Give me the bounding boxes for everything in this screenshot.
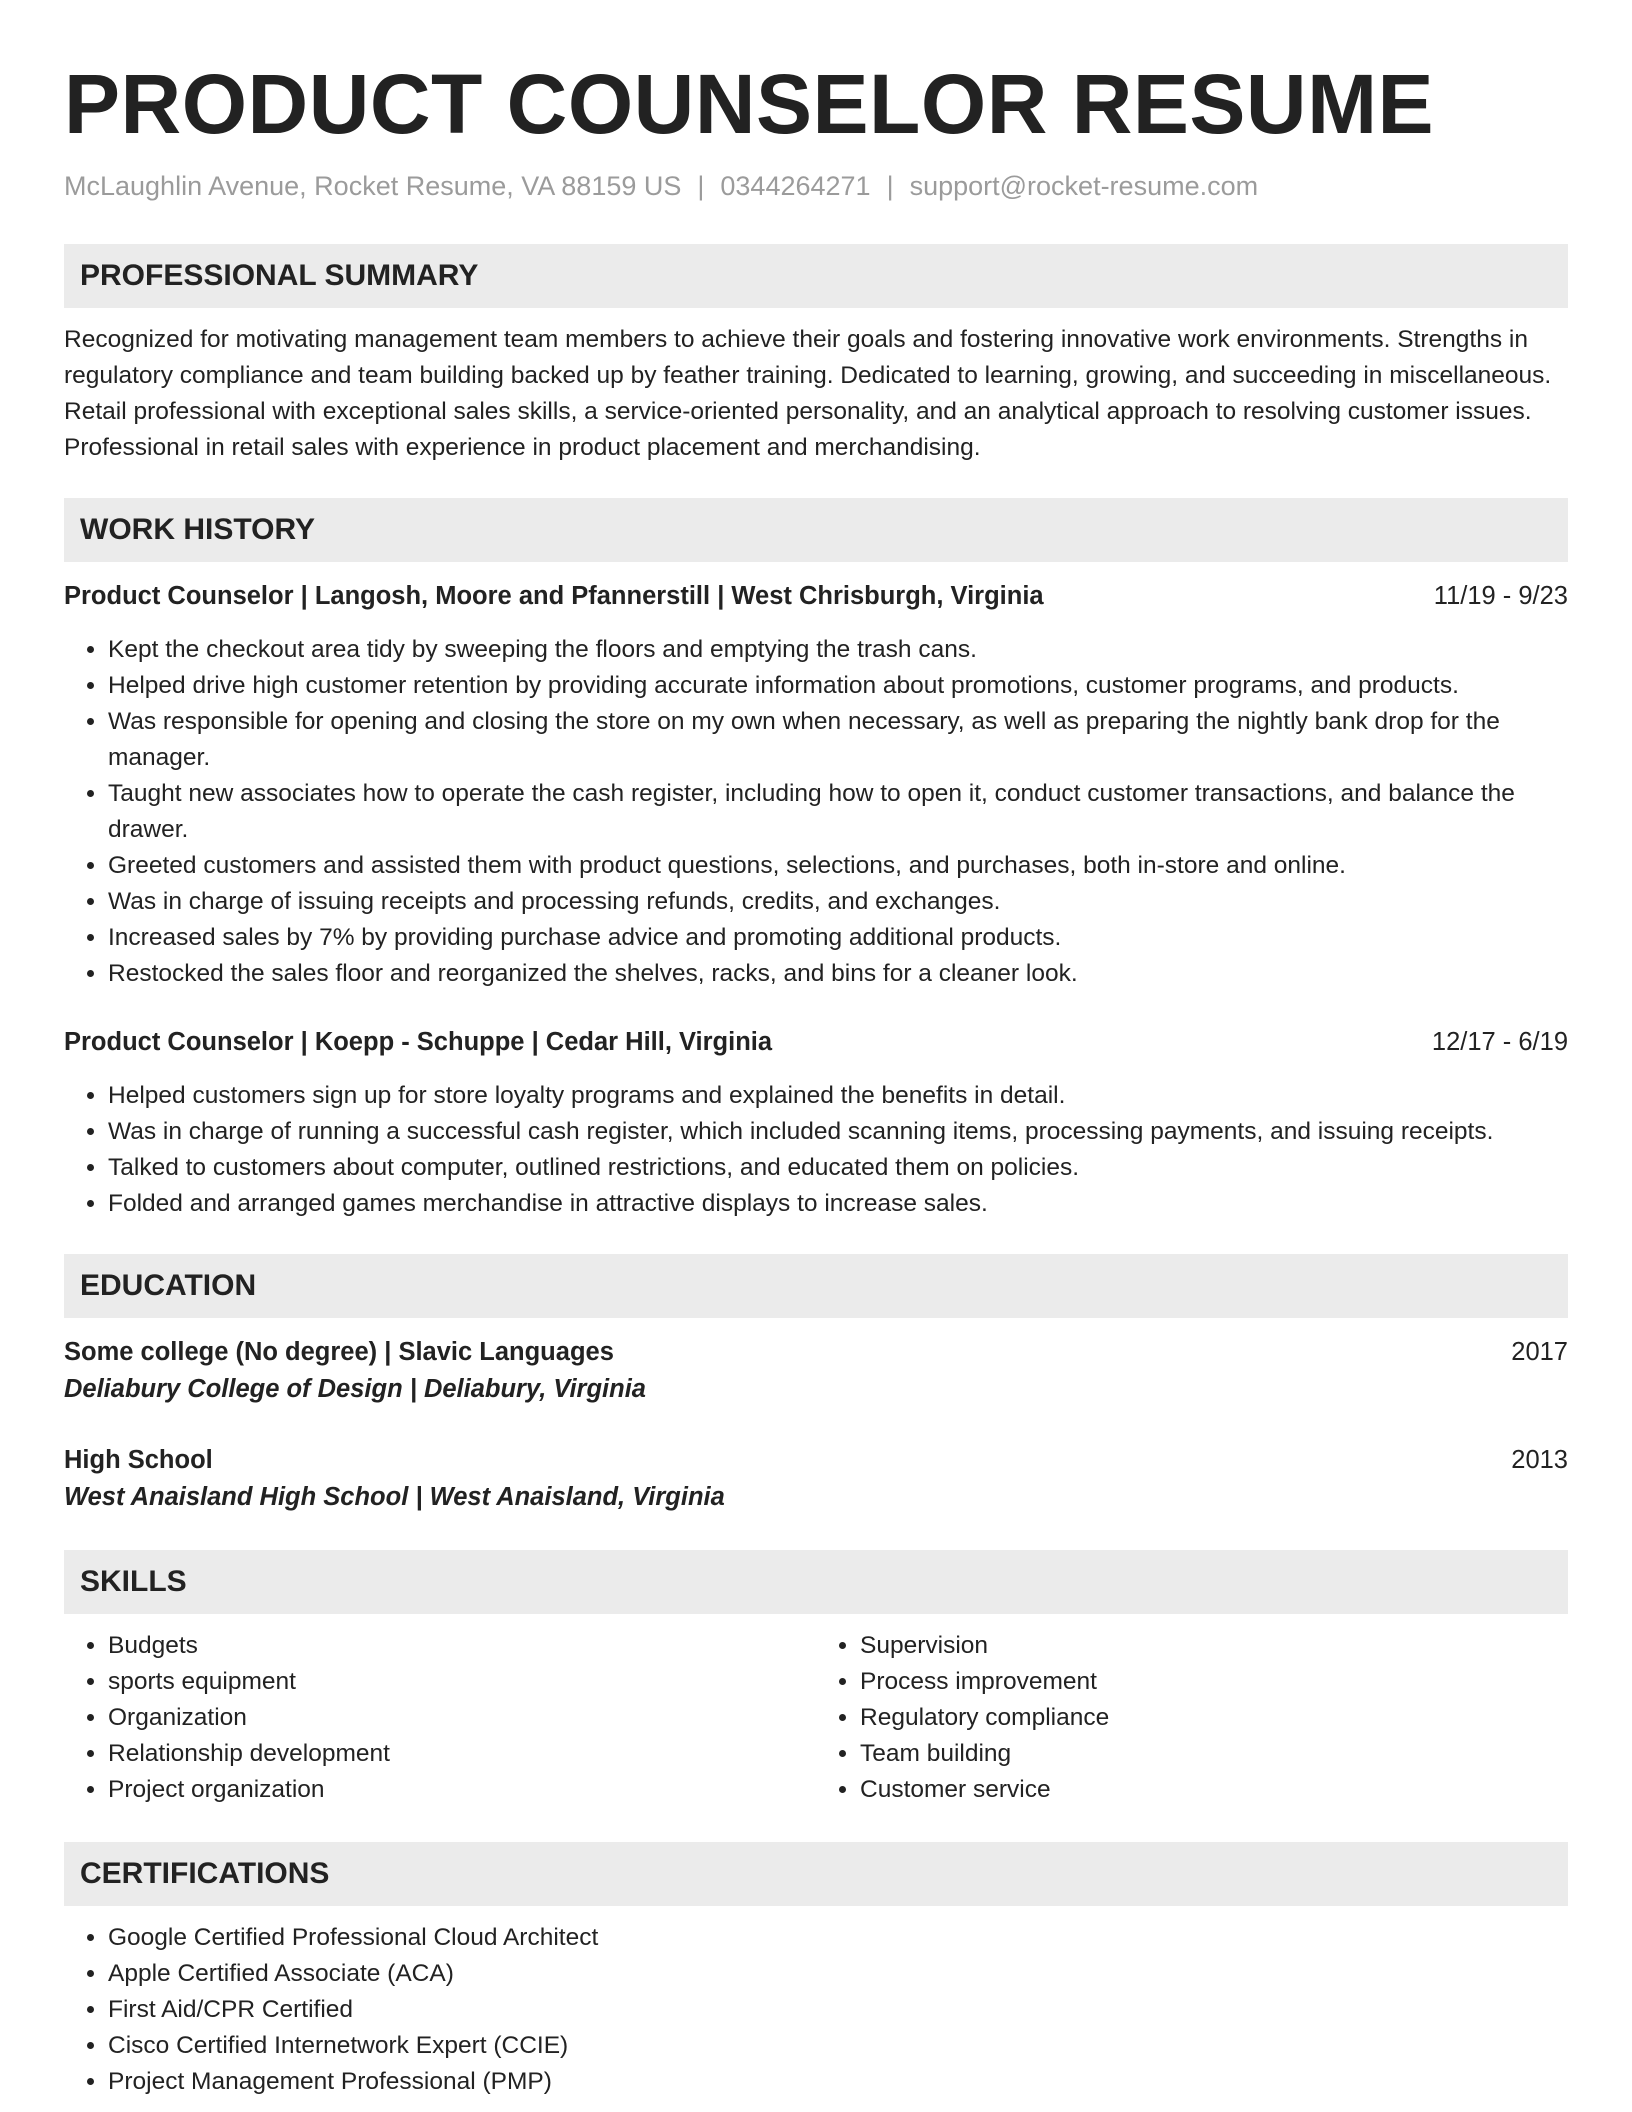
education-year: 2013	[1511, 1446, 1568, 1474]
contact-email: support@rocket-resume.com	[909, 171, 1259, 201]
summary-text: Recognized for motivating management team members to achieve their goals and fostering innovative work environments. Strengths in regulatory compliance and team building backed up by feather training. Dedicated to learning, growing, and succeeding in miscellaneous. Retail professional with exceptional sales skills, a service-oriented personality, and an analytical approach to resolving customer issues. Professional in retail sales with experience in product placement and merchandising.	[64, 326, 1552, 461]
skills-column-right	[816, 1628, 1568, 1808]
skill-item: • Customer service	[860, 1772, 1568, 1808]
list-item: • Was responsible for opening and closing the store on my own when necessary, as well as preparing the nightly bank drop for the manager.	[108, 704, 1568, 776]
list-item: • Increased sales by 7% by providing purchase advice and promoting additional products.	[108, 920, 1568, 956]
certification-item: • First Aid/CPR Certified	[108, 1992, 1568, 2028]
job-title: Product Counselor | Langosh, Moore and Pfannerstill | West Chrisburgh, Virginia	[64, 582, 1044, 610]
contact-separator: |	[697, 171, 705, 201]
certifications-list	[64, 1920, 1568, 2100]
skills-list	[64, 1628, 1568, 1808]
contact-separator: |	[886, 171, 894, 201]
list-item: • Was in charge of issuing receipts and processing refunds, credits, and exchanges.	[108, 884, 1568, 920]
certification-item: • Apple Certified Associate (ACA)	[108, 1956, 1568, 1992]
list-item: • Restocked the sales floor and reorganized the shelves, racks, and bins for a cleaner look.	[108, 956, 1568, 992]
list-item: • Helped customers sign up for store loyalty programs and explained the benefits in detail.	[108, 1078, 1568, 1114]
section-header-summary: PROFESSIONAL SUMMARY	[64, 244, 1568, 308]
certification-item: • Google Certified Professional Cloud Architect	[108, 1920, 1568, 1956]
education-degree: High School	[64, 1446, 213, 1474]
skill-item: • Budgets	[108, 1628, 816, 1664]
section-header-work-history: WORK HISTORY	[64, 498, 1568, 562]
resume-page	[64, 0, 1568, 2100]
contact-phone: 0344264271	[720, 171, 871, 201]
contact-line	[64, 168, 1568, 204]
education-header	[64, 1442, 1568, 1478]
job-title: Product Counselor | Koepp - Schuppe | Cedar Hill, Virginia	[64, 1028, 773, 1056]
contact-address: McLaughlin Avenue, Rocket Resume, VA 88159 US	[64, 171, 682, 201]
education-school: West Anaisland High School | West Anaisland, Virginia	[64, 1483, 725, 1511]
job-header	[64, 1024, 1568, 1060]
skill-item: • Team building	[860, 1736, 1568, 1772]
job-bullets	[64, 632, 1568, 992]
job-bullets	[64, 1078, 1568, 1222]
list-item: • Greeted customers and assisted them with product questions, selections, and purchases, both in-store and online.	[108, 848, 1568, 884]
job-header	[64, 578, 1568, 614]
skill-item: • Relationship development	[108, 1736, 816, 1772]
skill-item: • Organization	[108, 1700, 816, 1736]
job-dates: 12/17 - 6/19	[1431, 1028, 1568, 1056]
resume-title: PRODUCT COUNSELOR RESUME	[64, 57, 1435, 151]
skills-column-left	[64, 1628, 816, 1808]
education-header	[64, 1334, 1568, 1370]
certification-item: • Project Management Professional (PMP)	[108, 2064, 1568, 2100]
skill-item: • Regulatory compliance	[860, 1700, 1568, 1736]
certification-item: • Cisco Certified Internetwork Expert (CCIE)	[108, 2028, 1568, 2064]
list-item: • Helped drive high customer retention by providing accurate information about promotions, customer programs, and products.	[108, 668, 1568, 704]
education-school: Deliabury College of Design | Deliabury, Virginia	[64, 1375, 646, 1403]
skill-item: • Process improvement	[860, 1664, 1568, 1700]
education-degree: Some college (No degree) | Slavic Languages	[64, 1338, 614, 1366]
list-item: • Was in charge of running a successful cash register, which included scanning items, processing payments, and issuing receipts.	[108, 1114, 1568, 1150]
skill-item: • Supervision	[860, 1628, 1568, 1664]
list-item: • Folded and arranged games merchandise in attractive displays to increase sales.	[108, 1186, 1568, 1222]
list-item: • Taught new associates how to operate the cash register, including how to open it, conduct customer transactions, and balance the drawer.	[108, 776, 1568, 848]
section-header-skills: SKILLS	[64, 1550, 1568, 1614]
education-year: 2017	[1511, 1338, 1568, 1366]
skill-item: • Project organization	[108, 1772, 816, 1808]
list-item: • Talked to customers about computer, outlined restrictions, and educated them on policies.	[108, 1150, 1568, 1186]
list-item: • Kept the checkout area tidy by sweeping the floors and emptying the trash cans.	[108, 632, 1568, 668]
section-header-certifications: CERTIFICATIONS	[64, 1842, 1568, 1906]
section-header-education: EDUCATION	[64, 1254, 1568, 1318]
job-dates: 11/19 - 9/23	[1433, 582, 1568, 610]
skill-item: • sports equipment	[108, 1664, 816, 1700]
